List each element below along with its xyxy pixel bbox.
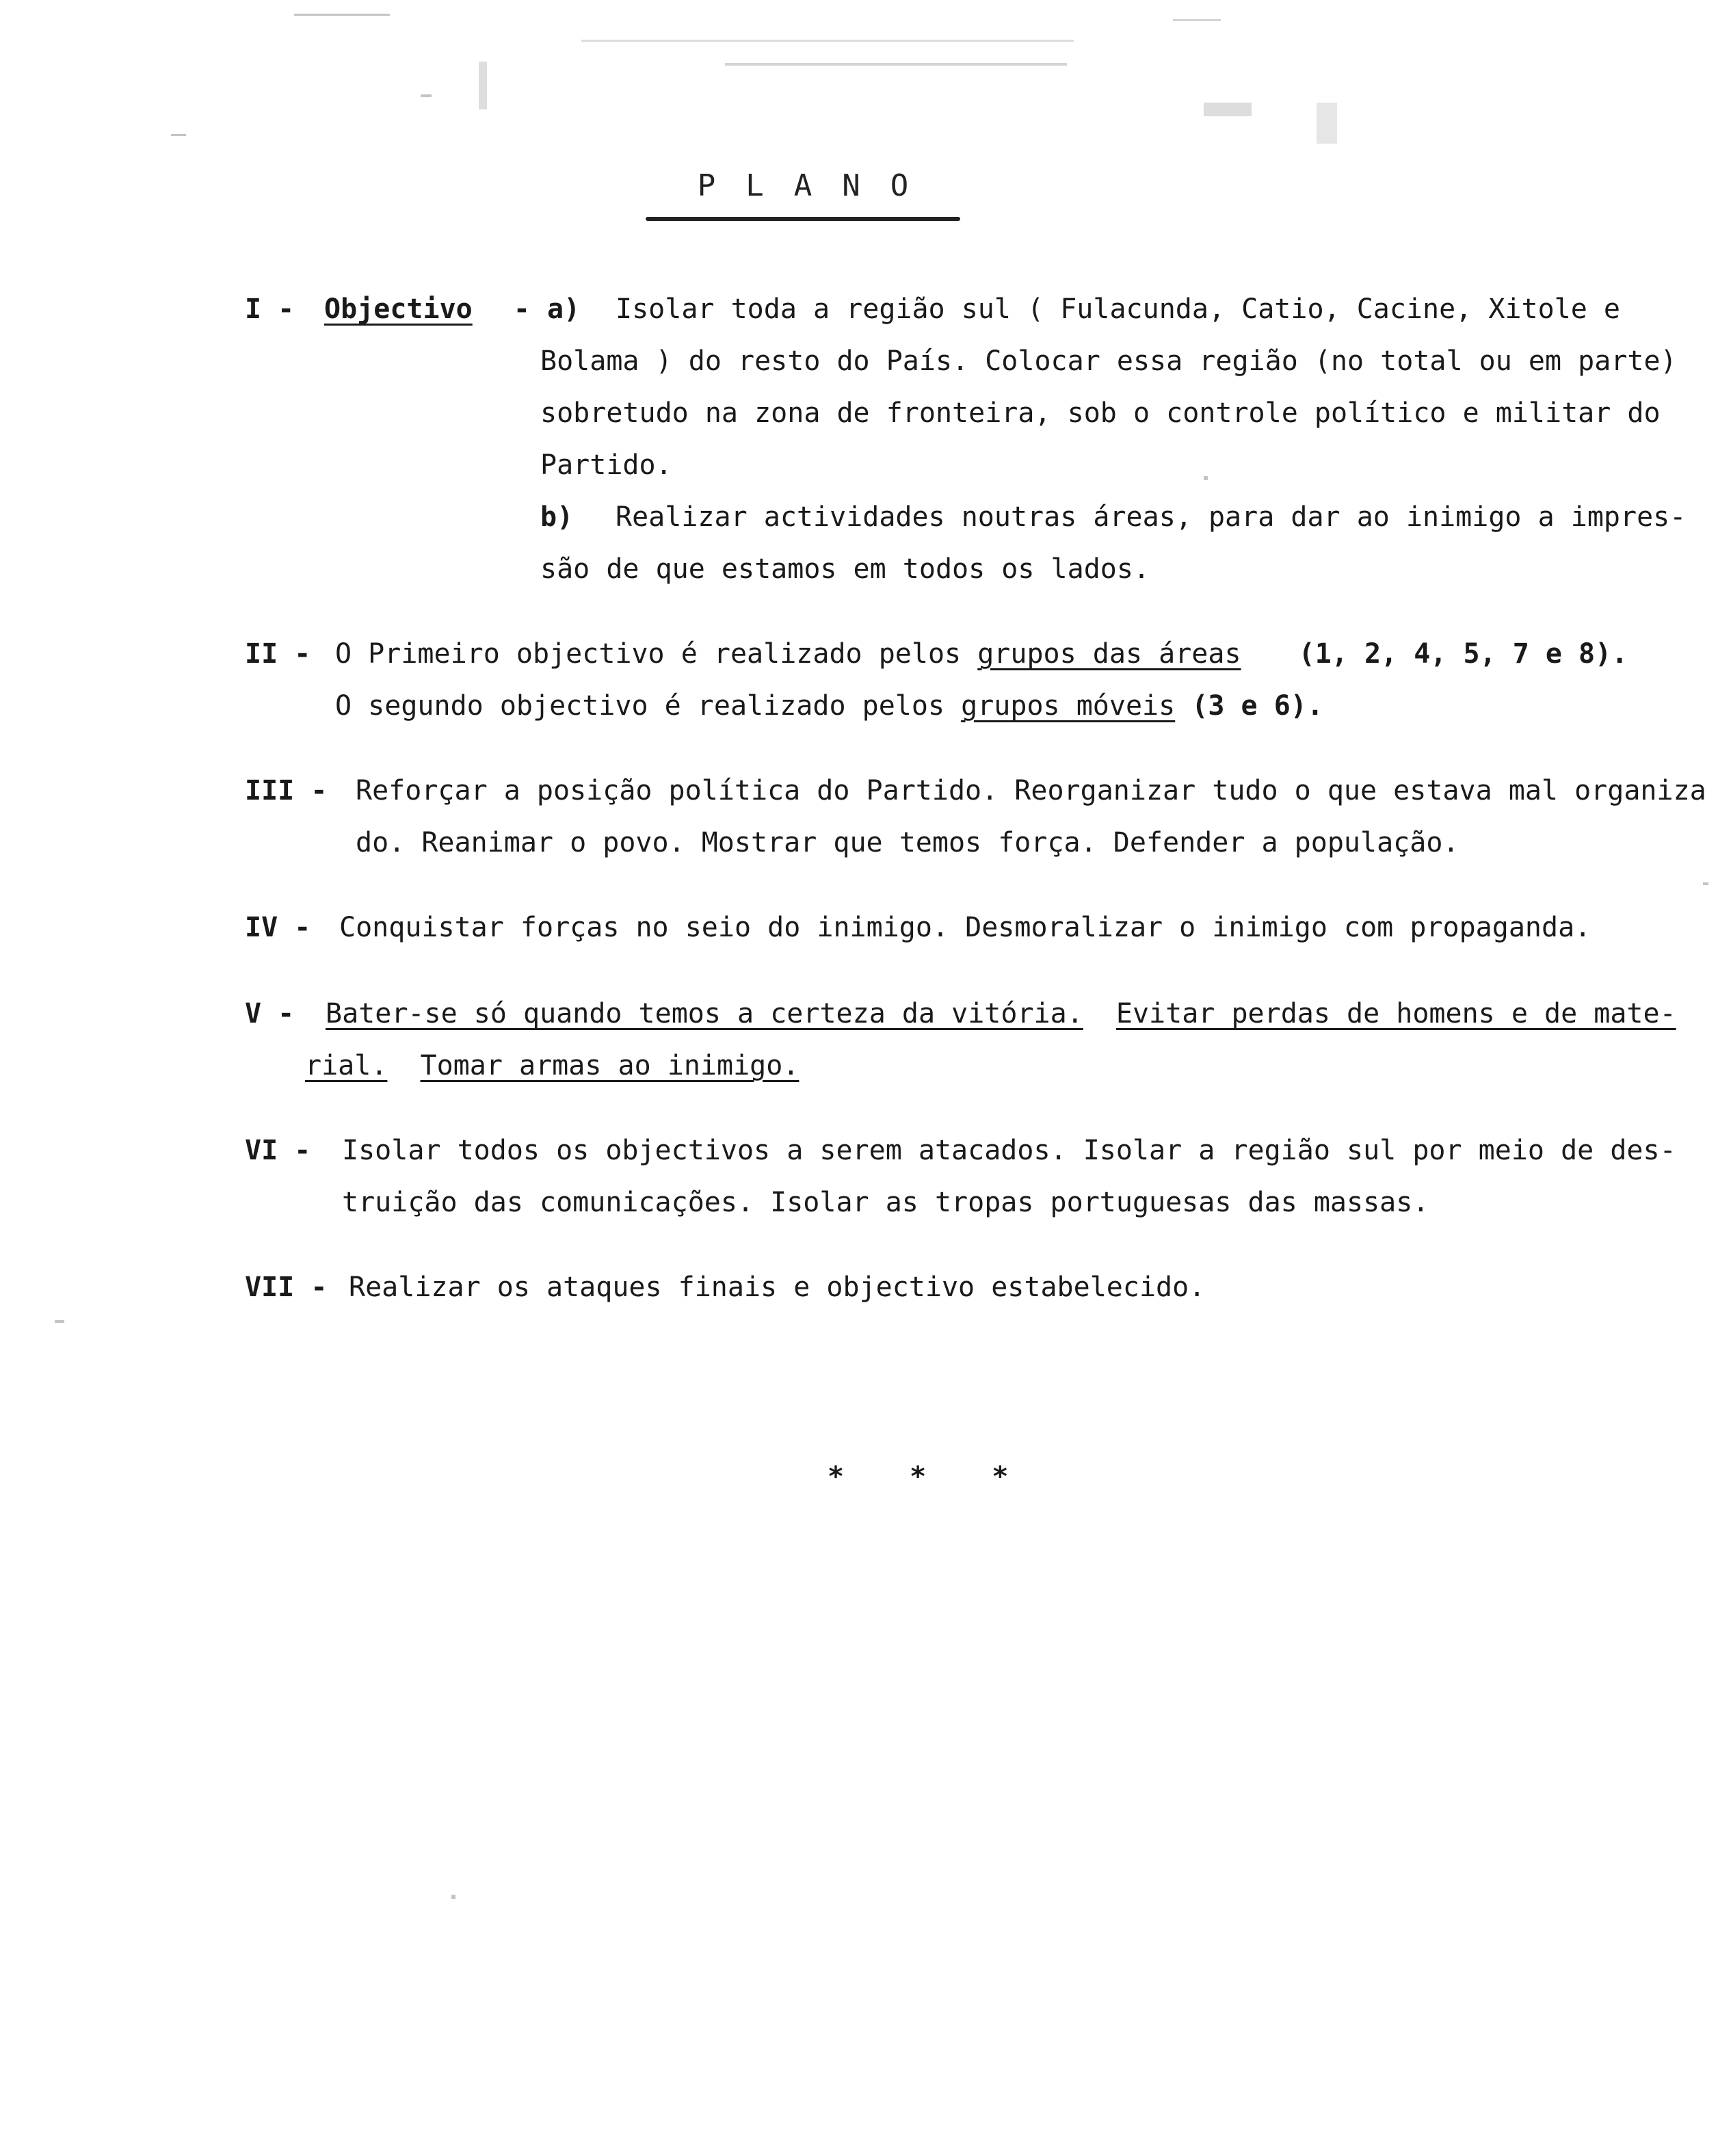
scan-noise	[1173, 19, 1221, 21]
scan-noise	[1703, 882, 1708, 885]
item-7-line-1: Realizar os ataques finais e objectivo estabelecido.	[349, 1272, 1206, 1303]
item-2-line-1	[335, 628, 1628, 680]
item-1-a-letter	[547, 283, 580, 335]
item-5-number: V -	[245, 998, 295, 1029]
grupos-das-areas-link-text: grupos das áreas	[977, 638, 1241, 670]
b-letter: b)	[540, 501, 574, 533]
scan-noise	[55, 1320, 64, 1323]
item-1-b-line-2: são de que estamos em todos os lados.	[540, 553, 1150, 585]
page-title: PLANO	[697, 168, 939, 203]
item-2-line-1-numbers: (1, 2, 4, 5, 7 e 8).	[1298, 638, 1628, 670]
scan-noise	[451, 1895, 455, 1899]
item-5-line-1-part-a: Bater-se só quando temos a certeza da vitória.	[326, 998, 1083, 1029]
item-6-line-1: Isolar todos os objectivos a serem atacados. Isolar a região sul por meio de des-	[342, 1135, 1676, 1166]
item-3-number: III -	[245, 775, 328, 806]
scan-noise	[1204, 476, 1208, 480]
item-1-a-line-4: Partido.	[540, 449, 672, 481]
item-1-a-line-2: Bolama ) do resto do País. Colocar essa região (no total ou em parte)	[540, 345, 1677, 377]
title-underline	[646, 217, 960, 221]
item-5-line-2	[305, 1040, 799, 1092]
item-2-line-2-text: O segundo objectivo é realizado pelos	[335, 690, 945, 722]
a-letter: a)	[547, 293, 581, 325]
item-6-number: VI -	[245, 1135, 311, 1166]
item-2-line-2	[335, 680, 1323, 732]
item-2-number: II -	[245, 638, 311, 670]
scan-noise	[479, 62, 487, 109]
item-5-line-2-part-a: rial.	[305, 1050, 388, 1081]
scan-noise	[725, 63, 1067, 66]
item-1-a-line-3: sobretudo na zona de fronteira, sob o controle político e militar do	[540, 397, 1661, 429]
grupos-moveis-text: grupos móveis	[961, 690, 1176, 722]
item-1-number: I -	[245, 293, 295, 325]
item-1-dash: -	[513, 293, 530, 325]
title-block	[646, 168, 960, 221]
item-5-line-1	[326, 988, 1676, 1040]
scan-noise	[421, 94, 432, 97]
item-1-b-letter	[540, 491, 573, 543]
item-3-line-1: Reforçar a posição política do Partido. Reorganizar tudo o que estava mal organiza	[356, 775, 1706, 806]
item-1-label	[324, 283, 530, 335]
item-4-line-1: Conquistar forças no seio do inimigo. Desmoralizar o inimigo com propaganda.	[339, 912, 1591, 943]
objectivo-label: Objectivo	[324, 293, 473, 325]
scan-noise	[171, 134, 186, 136]
scan-noise	[581, 40, 1074, 42]
item-4-number: IV -	[245, 912, 311, 943]
scan-noise	[1317, 103, 1337, 144]
item-2-line-2-numbers: (3 e 6).	[1191, 690, 1323, 722]
footer-asterisks: * * *	[828, 1461, 1033, 1493]
item-1-a-line-1: Isolar toda a região sul ( Fulacunda, Catio, Cacine, Xitole e	[616, 293, 1621, 325]
item-1-b-line-1: Realizar actividades noutras áreas, para dar ao inimigo a impres-	[616, 501, 1687, 533]
item-7-number: VII -	[245, 1272, 328, 1303]
item-6-line-2: truição das comunicações. Isolar as tropas portuguesas das massas.	[342, 1187, 1429, 1218]
item-2-line-1-text: O Primeiro objectivo é realizado pelos	[335, 638, 962, 670]
item-3-line-2: do. Reanimar o povo. Mostrar que temos força. Defender a população.	[356, 827, 1459, 858]
item-5-line-1-part-b: Evitar perdas de homens e de mate-	[1115, 998, 1676, 1029]
scan-noise	[1204, 103, 1252, 116]
item-5-line-2-part-b: Tomar armas ao inimigo.	[420, 1050, 799, 1081]
scan-noise	[294, 14, 390, 16]
